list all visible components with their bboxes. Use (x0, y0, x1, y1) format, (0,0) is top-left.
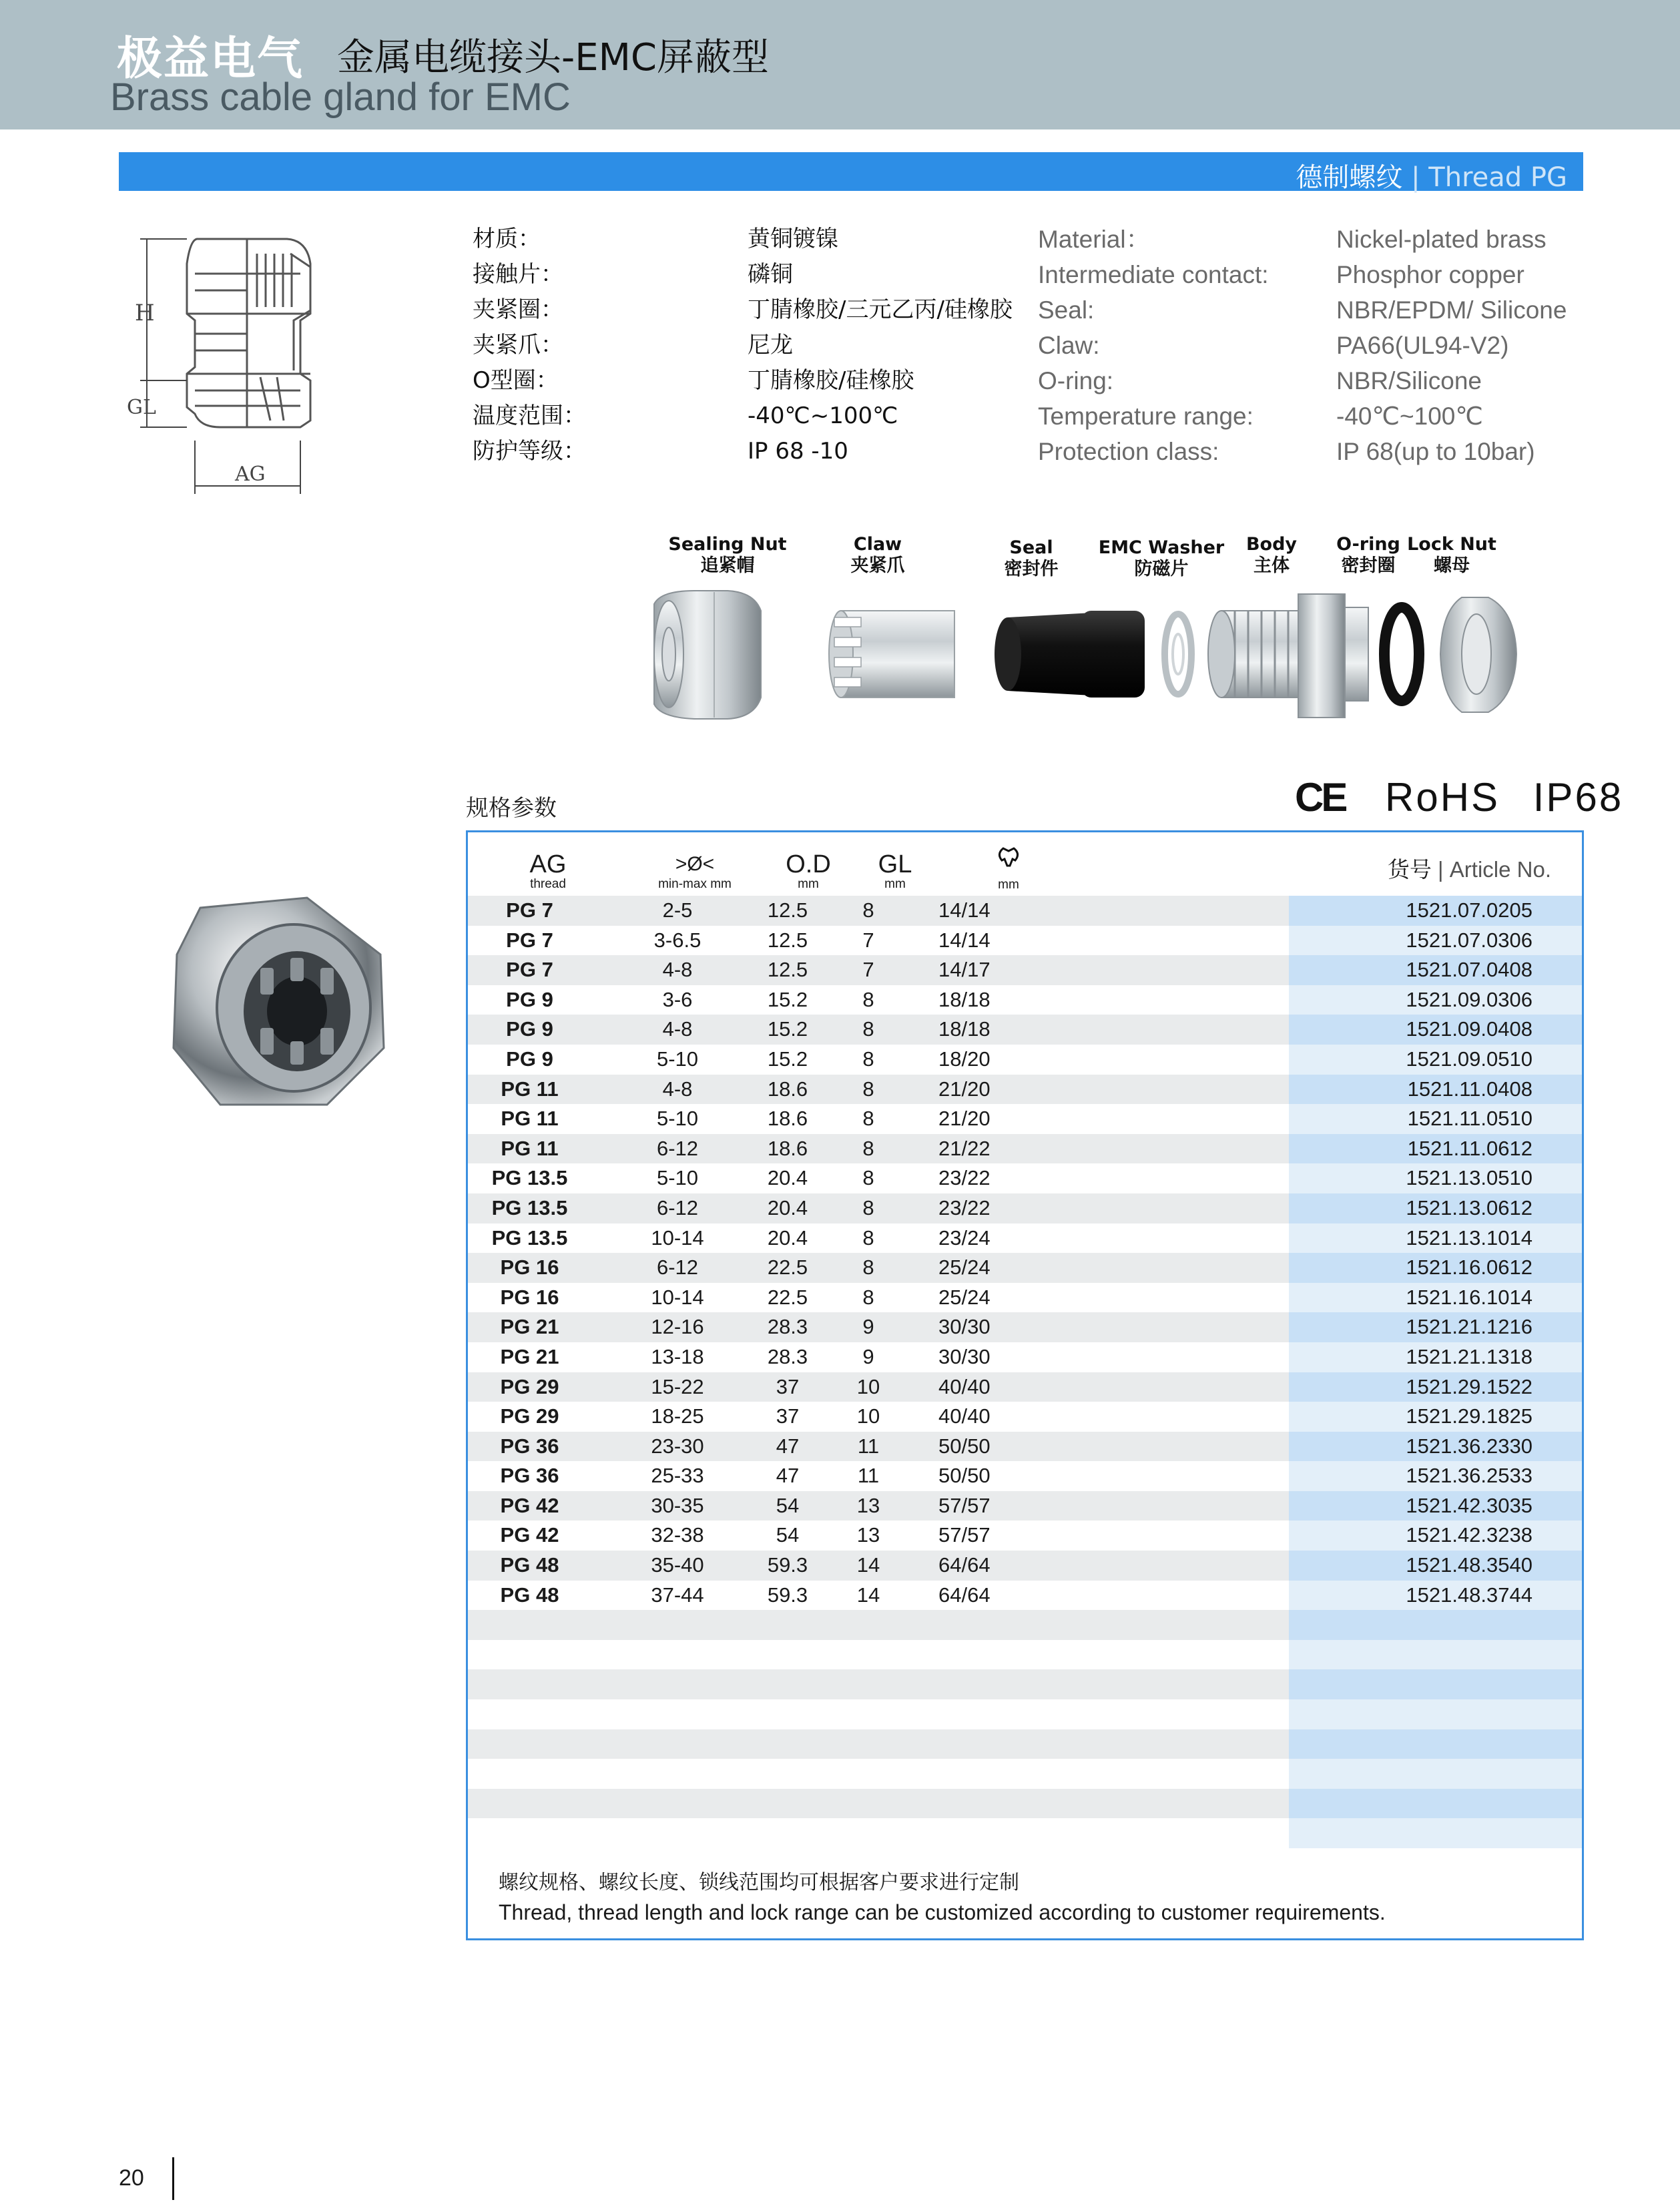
cell-thread: PG 29 (500, 1374, 559, 1398)
cell-article: 1521.07.0408 (1289, 955, 1582, 985)
exploded-parts-view (634, 531, 1569, 738)
spec-en-label-3: Claw: (1038, 332, 1100, 359)
table-row (468, 926, 1582, 956)
cell-wrench: 25/24 (938, 1256, 991, 1280)
spec-en-label-1: Intermediate contact: (1038, 261, 1269, 288)
cell-wrench: 21/20 (938, 1077, 991, 1101)
cell-article: 1521.13.0612 (1289, 1193, 1582, 1223)
emc-washer-image (1165, 614, 1191, 694)
cell-thread: PG 16 (500, 1256, 559, 1280)
cell-gl: 11 (857, 1434, 880, 1458)
spec-cn-label-5: 温度范围： (473, 402, 586, 429)
cell-cable-range: 2-5 (662, 898, 693, 922)
thread-label (1296, 156, 1567, 194)
cell-cable-range: 35-40 (651, 1553, 704, 1577)
cell-wrench: 40/40 (938, 1374, 991, 1398)
cell-thread: PG 7 (506, 898, 553, 922)
wrench-icon (995, 847, 1022, 875)
cell-thread: PG 7 (506, 958, 553, 982)
dimension-h-label: H (135, 300, 155, 326)
part-label-o-ring: O-ring 密封圈 (1336, 534, 1400, 576)
cell-cable-range: 3-6 (662, 987, 693, 1011)
cell-gl: 7 (862, 958, 874, 982)
cell-od: 59.3 (767, 1583, 808, 1607)
ce-mark: CE (1295, 775, 1346, 820)
cell-article: 1521.11.0510 (1289, 1104, 1582, 1134)
col-head-gl: GL mm (878, 850, 912, 891)
table-row (468, 1342, 1582, 1372)
cell-article: 1521.11.0408 (1289, 1075, 1582, 1105)
product-title-cn: 金属电缆接头-EMC屏蔽型 (337, 36, 770, 79)
cell-thread: PG 21 (500, 1315, 559, 1339)
cell-thread: PG 13.5 (491, 1225, 568, 1250)
spec-table (466, 830, 1584, 1940)
cell-od: 54 (776, 1493, 800, 1517)
cell-gl: 8 (862, 1136, 874, 1160)
spec-en-label-0: Material： (1038, 226, 1151, 253)
cell-gl: 10 (856, 1374, 880, 1398)
cell-gl: 10 (856, 1404, 880, 1428)
note-cn: 螺纹规格、螺纹长度、锁线范围均可根据客户要求进行定制 (499, 1871, 1019, 1894)
cell-gl: 8 (862, 987, 874, 1011)
cell-wrench: 40/40 (938, 1404, 991, 1428)
cell-od: 37 (776, 1374, 800, 1398)
table-row (468, 1163, 1582, 1193)
table-row (468, 896, 1582, 926)
part-label-claw: Claw 夹紧爪 (850, 534, 905, 576)
cell-article: 1521.09.0408 (1289, 1015, 1582, 1045)
table-row (468, 1521, 1582, 1551)
spec-cn-value-5: -40℃~100℃ (748, 402, 898, 429)
spec-cn-label-3: 夹紧爪： (473, 332, 563, 358)
cell-thread: PG 7 (506, 928, 553, 952)
cell-cable-range: 10-14 (651, 1285, 704, 1309)
cell-article: 1521.11.0612 (1289, 1134, 1582, 1164)
cell-article: 1521.21.1318 (1289, 1342, 1582, 1372)
parts-illustration (634, 584, 1569, 738)
cell-thread: PG 9 (506, 987, 553, 1011)
seal-image (995, 611, 1145, 698)
spec-en-label-5: Temperature range: (1038, 402, 1253, 430)
cell-od: 12.5 (767, 958, 808, 982)
cell-cable-range: 5-10 (656, 1047, 699, 1071)
cell-wrench: 64/64 (938, 1553, 991, 1577)
cell-article: 1521.29.1522 (1289, 1372, 1582, 1402)
page-number-divider (172, 2157, 174, 2200)
cell-article: 1521.42.3238 (1289, 1521, 1582, 1551)
table-row (468, 1075, 1582, 1105)
cell-od: 20.4 (767, 1166, 808, 1190)
cell-gl: 8 (862, 898, 874, 922)
thread-label-en: Thread PG (1428, 162, 1567, 193)
cell-wrench: 23/24 (938, 1225, 991, 1250)
cell-article: 1521.42.3035 (1289, 1491, 1582, 1521)
table-row-empty (468, 1610, 1582, 1640)
cell-gl: 8 (862, 1195, 874, 1219)
table-row (468, 1581, 1582, 1611)
part-label-body: Body 主体 (1245, 534, 1298, 576)
spec-en-value-4: NBR/Silicone (1336, 367, 1482, 394)
cell-article-empty (1289, 1699, 1582, 1729)
thread-label-cn: 德制螺纹 (1296, 162, 1403, 193)
product-photo (160, 881, 400, 1121)
cell-wrench: 30/30 (938, 1344, 991, 1368)
specs-cn-values (748, 222, 1013, 469)
table-row (468, 1223, 1582, 1254)
part-label-lock-nut: Lock Nut 螺母 (1407, 534, 1496, 576)
cell-od: 15.2 (767, 1047, 808, 1071)
cell-gl: 8 (862, 1166, 874, 1190)
ip-rating-mark: IP68 (1532, 775, 1624, 820)
table-row (468, 1193, 1582, 1223)
cell-cable-range: 4-8 (662, 958, 693, 982)
spec-en-value-1: Phosphor copper (1336, 261, 1524, 288)
cell-wrench: 14/17 (938, 958, 991, 982)
cell-article-empty (1289, 1610, 1582, 1640)
table-row (468, 1283, 1582, 1313)
cell-gl: 7 (862, 928, 874, 952)
o-ring-image (1384, 607, 1419, 701)
cell-thread: PG 42 (500, 1523, 559, 1547)
col-head-od: O.D mm (786, 850, 831, 891)
spec-cn-label-4: O型圈： (473, 367, 559, 394)
specs-en-labels (1038, 222, 1269, 469)
cell-od: 20.4 (767, 1195, 808, 1219)
params-title: 规格参数 (466, 795, 557, 822)
body-image (1208, 594, 1368, 718)
spec-en-value-3: PA66(UL94-V2) (1336, 332, 1509, 359)
cell-gl: 8 (862, 1077, 874, 1101)
cell-od: 47 (776, 1434, 800, 1458)
cell-thread: PG 16 (500, 1285, 559, 1309)
cell-wrench: 57/57 (938, 1523, 991, 1547)
cell-cable-range: 37-44 (651, 1583, 704, 1607)
cell-article-empty (1289, 1759, 1582, 1789)
spec-cn-value-6: IP 68 -10 (748, 438, 848, 465)
cell-od: 59.3 (767, 1553, 808, 1577)
cell-article: 1521.07.0306 (1289, 926, 1582, 956)
cell-wrench: 50/50 (938, 1434, 991, 1458)
cell-gl: 8 (862, 1107, 874, 1131)
spec-cn-value-4: 丁腈橡胶/硅橡胶 (748, 367, 914, 394)
cell-article: 1521.36.2533 (1289, 1461, 1582, 1491)
spec-cn-value-1: 磷铜 (748, 261, 793, 288)
cell-thread: PG 48 (500, 1583, 559, 1607)
cell-wrench: 57/57 (938, 1493, 991, 1517)
page-header (0, 0, 1680, 129)
cell-wrench: 14/14 (938, 898, 991, 922)
table-row (468, 1372, 1582, 1402)
cell-od: 18.6 (767, 1107, 808, 1131)
col-head-article: 货号 | Article No. (1387, 856, 1551, 882)
cell-wrench: 14/14 (938, 928, 991, 952)
cell-wrench: 21/20 (938, 1107, 991, 1131)
cell-od: 54 (776, 1523, 800, 1547)
cell-article: 1521.09.0306 (1289, 985, 1582, 1015)
cell-article-empty (1289, 1789, 1582, 1819)
cell-gl: 14 (856, 1553, 880, 1577)
spec-cn-label-0: 材质： (473, 226, 541, 252)
cell-gl: 9 (862, 1315, 874, 1339)
spec-cn-label-1: 接触片： (473, 261, 563, 288)
cell-article-empty (1289, 1729, 1582, 1759)
cell-article: 1521.09.0510 (1289, 1045, 1582, 1075)
spec-en-value-2: NBR/EPDM/ Silicone (1336, 296, 1567, 324)
cell-od: 22.5 (767, 1285, 808, 1309)
table-row-empty (468, 1699, 1582, 1729)
table-row (468, 1253, 1582, 1283)
cell-od: 37 (776, 1404, 800, 1428)
cell-od: 18.6 (767, 1077, 808, 1101)
table-row-empty (468, 1640, 1582, 1670)
cell-article-empty (1289, 1818, 1582, 1848)
cell-article: 1521.16.1014 (1289, 1283, 1582, 1313)
table-row (468, 1045, 1582, 1075)
product-title-en: Brass cable gland for EMC (110, 75, 571, 119)
cell-od: 28.3 (767, 1344, 808, 1368)
col-head-cable-range: >Ø< min-max mm (658, 853, 732, 891)
part-label-sealing-nut: Sealing Nut 追紧帽 (668, 534, 787, 576)
cell-article-empty (1289, 1669, 1582, 1699)
table-row (468, 985, 1582, 1015)
spec-en-label-4: O-ring: (1038, 367, 1114, 394)
cell-thread: PG 29 (500, 1404, 559, 1428)
part-label-emc-washer: EMC Washer 防磁片 (1098, 537, 1225, 579)
table-row (468, 1432, 1582, 1462)
cell-thread: PG 21 (500, 1344, 559, 1368)
col-head-wrench: mm (975, 832, 1042, 896)
cell-cable-range: 4-8 (662, 1077, 693, 1101)
cell-od: 22.5 (767, 1256, 808, 1280)
cell-cable-range: 10-14 (651, 1225, 704, 1250)
cell-thread: PG 9 (506, 1017, 553, 1041)
cell-gl: 13 (856, 1493, 880, 1517)
table-row (468, 1551, 1582, 1581)
spec-en-value-0: Nickel-plated brass (1336, 226, 1547, 253)
cell-od: 15.2 (767, 987, 808, 1011)
cell-article: 1521.48.3744 (1289, 1581, 1582, 1611)
cell-gl: 8 (862, 1256, 874, 1280)
cell-wrench: 18/18 (938, 987, 991, 1011)
cell-article: 1521.13.0510 (1289, 1163, 1582, 1193)
cell-article: 1521.16.0612 (1289, 1253, 1582, 1283)
table-row (468, 1134, 1582, 1164)
spec-en-value-5: -40℃~100℃ (1336, 402, 1483, 430)
cell-wrench: 50/50 (938, 1464, 991, 1488)
lock-nut-image (1440, 597, 1516, 712)
cell-wrench: 18/18 (938, 1017, 991, 1041)
cell-article: 1521.48.3540 (1289, 1551, 1582, 1581)
cell-thread: PG 13.5 (491, 1166, 568, 1190)
claw-image (829, 611, 954, 698)
table-row (468, 1015, 1582, 1045)
page-number: 20 (119, 2165, 144, 2191)
cell-article-empty (1289, 1640, 1582, 1670)
thread-label-sep: | (1402, 162, 1429, 193)
cell-thread: PG 11 (501, 1077, 559, 1101)
cell-thread: PG 36 (500, 1434, 559, 1458)
cell-cable-range: 6-12 (656, 1195, 699, 1219)
cell-cable-range: 4-8 (662, 1017, 693, 1041)
cell-cable-range: 5-10 (656, 1166, 699, 1190)
cell-article: 1521.36.2330 (1289, 1432, 1582, 1462)
cell-thread: PG 11 (501, 1107, 559, 1131)
cell-cable-range: 18-25 (651, 1404, 704, 1428)
cell-thread: PG 36 (500, 1464, 559, 1488)
cell-cable-range: 15-22 (651, 1374, 704, 1398)
cell-article: 1521.21.1216 (1289, 1312, 1582, 1342)
cell-gl: 8 (862, 1225, 874, 1250)
cell-wrench: 25/24 (938, 1285, 991, 1309)
table-row (468, 1491, 1582, 1521)
spec-en-label-6: Protection class: (1038, 438, 1219, 465)
cell-gl: 9 (862, 1344, 874, 1368)
cell-cable-range: 13-18 (651, 1344, 704, 1368)
cell-cable-range: 30-35 (651, 1493, 704, 1517)
cell-article: 1521.13.1014 (1289, 1223, 1582, 1254)
table-row-empty (468, 1789, 1582, 1819)
cell-od: 12.5 (767, 928, 808, 952)
spec-cn-label-6: 防护等级： (473, 438, 586, 465)
cell-cable-range: 6-12 (656, 1136, 699, 1160)
cell-cable-range: 12-16 (651, 1315, 704, 1339)
cell-od: 28.3 (767, 1315, 808, 1339)
cell-thread: PG 13.5 (491, 1195, 568, 1219)
table-row-empty (468, 1669, 1582, 1699)
rohs-mark: RoHS (1385, 775, 1500, 820)
cell-od: 20.4 (767, 1225, 808, 1250)
cell-od: 18.6 (767, 1136, 808, 1160)
cell-cable-range: 32-38 (651, 1523, 704, 1547)
cell-cable-range: 6-12 (656, 1256, 699, 1280)
cell-wrench: 23/22 (938, 1195, 991, 1219)
table-body (468, 896, 1582, 1848)
cell-wrench: 64/64 (938, 1583, 991, 1607)
cell-od: 12.5 (767, 898, 808, 922)
cell-article: 1521.29.1825 (1289, 1402, 1582, 1432)
technical-drawing (120, 227, 380, 501)
spec-cn-value-2: 丁腈橡胶/三元乙丙/硅橡胶 (748, 296, 1013, 323)
specs-en-values (1336, 222, 1567, 469)
table-row (468, 1402, 1582, 1432)
table-row-empty (468, 1759, 1582, 1789)
cell-gl: 8 (862, 1017, 874, 1041)
cell-od: 47 (776, 1464, 800, 1488)
cell-thread: PG 42 (500, 1493, 559, 1517)
certifications (1295, 774, 1623, 820)
cell-od: 15.2 (767, 1017, 808, 1041)
table-row (468, 1104, 1582, 1134)
sealing-nut-image (654, 591, 761, 719)
cell-cable-range: 3-6.5 (653, 928, 702, 952)
table-row (468, 1461, 1582, 1491)
dimension-gl-label: GL (127, 396, 156, 419)
cell-wrench: 21/22 (938, 1136, 991, 1160)
cell-gl: 14 (856, 1583, 880, 1607)
table-row-empty (468, 1729, 1582, 1759)
cell-wrench: 18/20 (938, 1047, 991, 1071)
cell-wrench: 30/30 (938, 1315, 991, 1339)
cell-cable-range: 5-10 (656, 1107, 699, 1131)
part-label-seal: Seal 密封件 (1004, 537, 1059, 579)
table-row-empty (468, 1818, 1582, 1848)
cell-thread: PG 48 (500, 1553, 559, 1577)
specs-cn-labels (473, 222, 586, 469)
col-head-ag: AG thread (529, 850, 567, 891)
cell-thread: PG 11 (501, 1136, 559, 1160)
spec-cn-value-3: 尼龙 (748, 332, 793, 358)
spec-en-value-6: IP 68(up to 10bar) (1336, 438, 1535, 465)
spec-cn-value-0: 黄铜镀镍 (748, 226, 838, 252)
dimension-ag-label: AG (235, 463, 266, 486)
cell-cable-range: 25-33 (651, 1464, 704, 1488)
cell-gl: 11 (857, 1464, 880, 1488)
spec-en-label-2: Seal: (1038, 296, 1095, 324)
cell-gl: 8 (862, 1047, 874, 1071)
cell-article: 1521.07.0205 (1289, 896, 1582, 926)
cell-gl: 8 (862, 1285, 874, 1309)
cell-cable-range: 23-30 (651, 1434, 704, 1458)
cell-thread: PG 9 (506, 1047, 553, 1071)
thread-bar (119, 152, 1583, 191)
table-row (468, 1312, 1582, 1342)
note-en: Thread, thread length and lock range can be customized according to customer requirements. (499, 1900, 1386, 1924)
cell-wrench: 23/22 (938, 1166, 991, 1190)
table-row (468, 955, 1582, 985)
spec-cn-label-2: 夹紧圈： (473, 296, 563, 323)
brand-name: 极益电气 (117, 33, 304, 85)
cell-gl: 13 (856, 1523, 880, 1547)
